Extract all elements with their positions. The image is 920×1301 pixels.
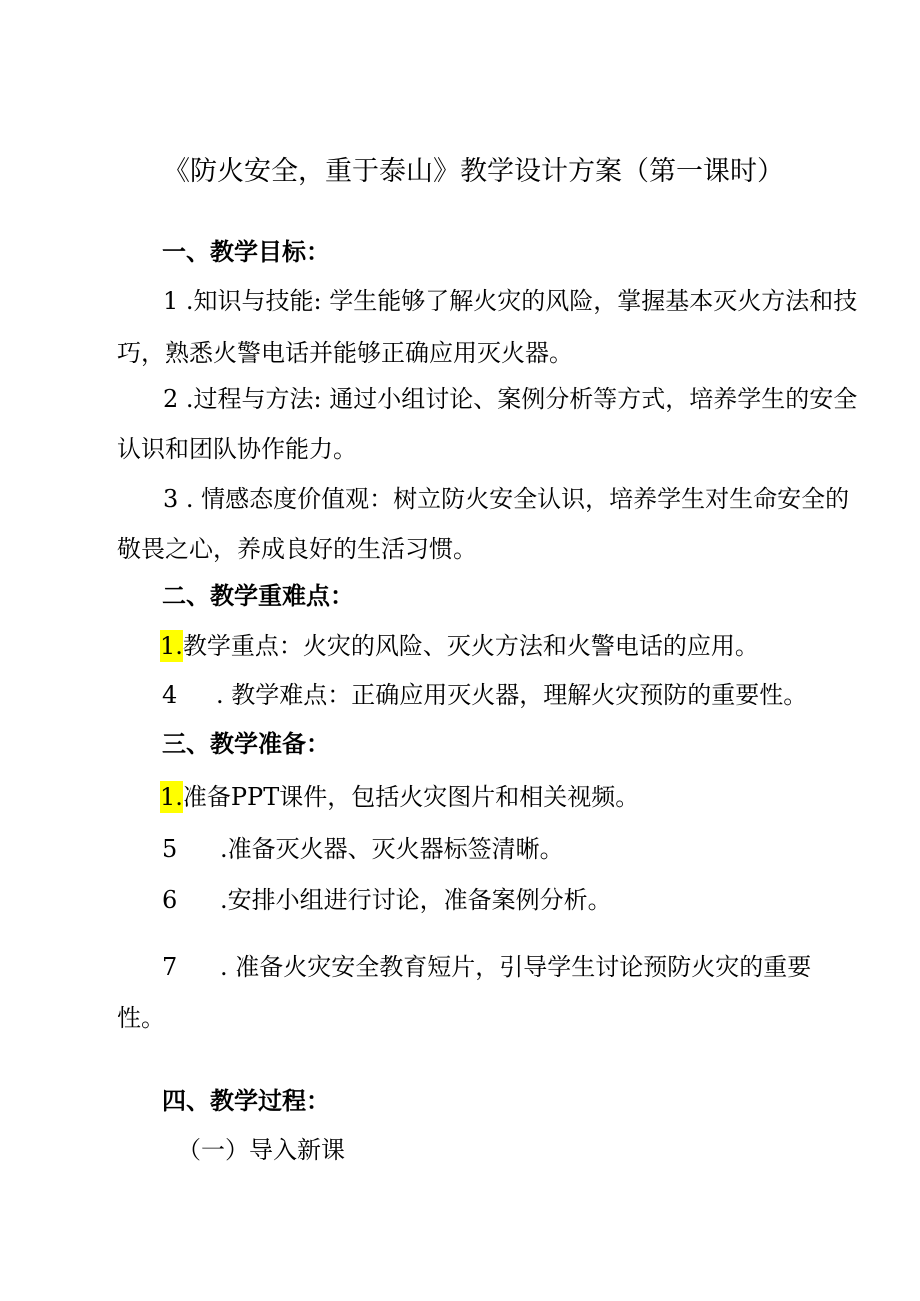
key-point-item-1-text: 教学重点：火灾的风险、灭火方法和火警电话的应用。 <box>182 632 759 660</box>
item-number-highlight: 1. <box>160 632 183 660</box>
objective-2-line-2: 认识和团队协作能力。 <box>117 435 357 463</box>
section-heading-process: 四、教学过程： <box>162 1087 330 1115</box>
item-number: 6 <box>162 886 178 914</box>
preparation-item-4-text: . 准备火灾安全教育短片，引导学生讨论预防火灾的重要 <box>220 953 812 981</box>
document-title: 《防火安全，重于泰山》教学设计方案（第一课时） <box>163 156 784 187</box>
objective-2-line-1: 2 .过程与方法: 通过小组讨论、案例分析等方式，培养学生的安全 <box>163 385 858 413</box>
item-number: 7 <box>162 953 178 981</box>
preparation-item-3 <box>162 884 612 916</box>
key-point-item-2 <box>162 679 807 711</box>
key-point-item-1 <box>160 630 759 662</box>
preparation-item-4 <box>162 951 811 983</box>
preparation-item-2-text: .准备灭火器、灭火器标签清晰。 <box>220 835 564 863</box>
item-number: 5 <box>162 835 178 863</box>
objective-1-line-1: 1 .知识与技能: 学生能够了解火灾的风险，掌握基本灭火方法和技 <box>163 287 858 315</box>
item-number: 4 <box>162 681 178 709</box>
preparation-item-1 <box>160 781 639 813</box>
preparation-item-4-line-2: 性。 <box>117 1004 165 1032</box>
objective-3-line-2: 敬畏之心，养成良好的生活习惯。 <box>117 535 477 563</box>
item-number-highlight: 1. <box>160 783 183 811</box>
subsection-intro: （一）导入新课 <box>177 1136 345 1164</box>
preparation-item-3-text: .安排小组进行讨论，准备案例分析。 <box>220 886 612 914</box>
objective-3-line-1: 3 . 情感态度价值观：树立防火安全认识，培养学生对生命安全的 <box>163 485 850 513</box>
preparation-item-2 <box>162 833 564 865</box>
objective-1-line-2: 巧，熟悉火警电话并能够正确应用灭火器。 <box>117 339 573 367</box>
section-heading-preparation: 三、教学准备： <box>162 730 330 758</box>
preparation-item-1-text: 准备PPT课件，包括火灾图片和相关视频。 <box>182 783 640 811</box>
key-point-item-2-text: . 教学难点：正确应用灭火器，理解火灾预防的重要性。 <box>216 681 808 709</box>
section-heading-key-points: 二、教学重难点： <box>162 582 354 610</box>
section-heading-objectives: 一、教学目标： <box>162 238 330 266</box>
